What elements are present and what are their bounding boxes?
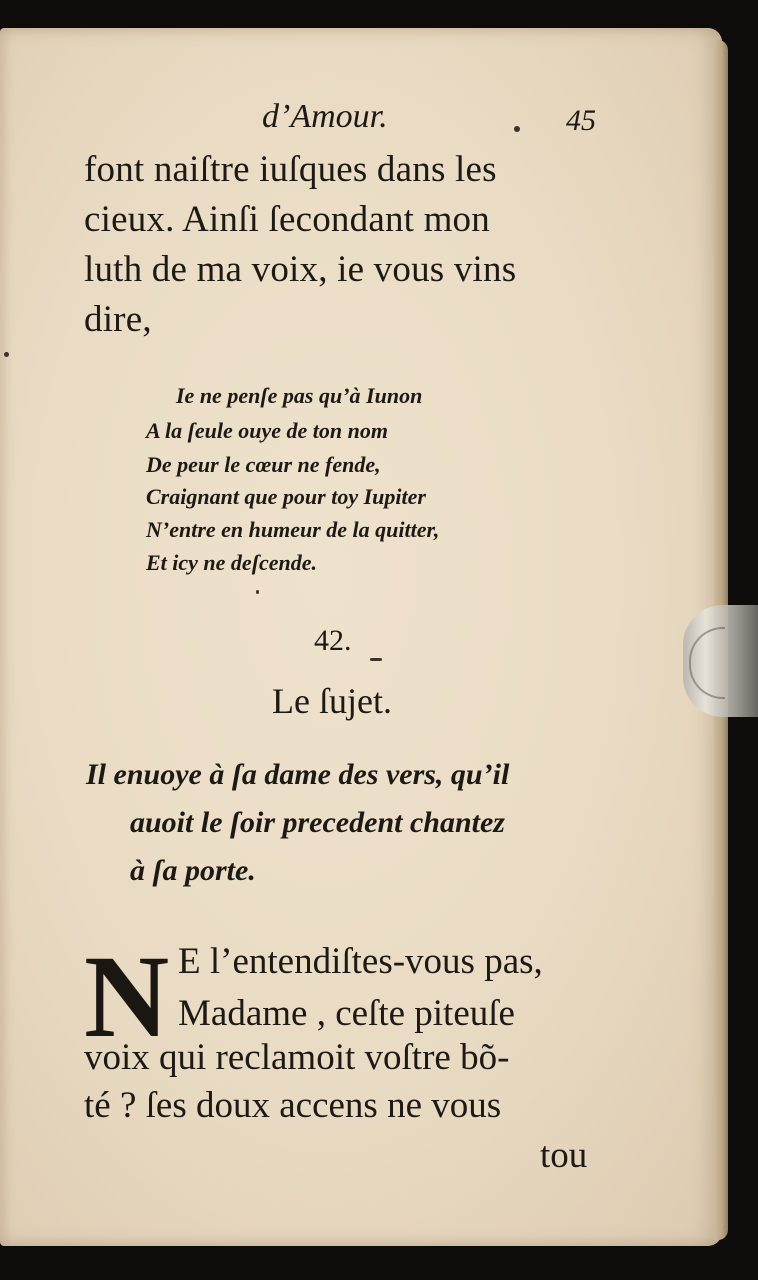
- verse-line: Craignant que pour toy Iupiter: [146, 484, 426, 509]
- ink-speck: [514, 126, 520, 132]
- body-line: té ? ſes doux accens ne vous: [84, 1085, 502, 1126]
- section-number: 42.: [314, 624, 352, 657]
- prose-line: dire,: [84, 299, 152, 340]
- running-title: d’Amour.: [262, 98, 388, 135]
- prose-line: luth de ma voix, ie vous vins: [84, 249, 517, 290]
- body-line: voix qui reclamoit voſtre bõ-: [84, 1037, 510, 1078]
- ink-speck: [370, 658, 382, 661]
- verse-line: A la ſeule ouye de ton nom: [146, 418, 388, 443]
- argument-line: à ſa porte.: [130, 854, 256, 887]
- argument-line: auoit le ſoir precedent chantez: [130, 806, 505, 839]
- section-title: Le ſujet.: [272, 681, 392, 721]
- prose-line: font naiſtre iuſques dans les: [84, 149, 497, 190]
- page-clip: [683, 605, 758, 717]
- argument-line: Il enuoye à ſa dame des vers, qu’il: [86, 758, 510, 791]
- verse-line: Et icy ne deſcende.: [146, 550, 318, 575]
- prose-line: cieux. Ainſi ſecondant mon: [84, 199, 490, 240]
- ink-speck: [4, 352, 9, 357]
- ink-speck: [256, 590, 259, 594]
- body-line: E l’entendiſtes-vous pas,: [178, 941, 543, 982]
- verse-line: N’entre en humeur de la quitter,: [146, 517, 440, 542]
- drop-cap: N: [84, 931, 170, 1062]
- verse-line: De peur le cœur ne fende,: [146, 452, 381, 477]
- body-line: Madame , ceſte piteuſe: [178, 993, 515, 1034]
- verse-line: Ie ne penſe pas qu’à Iunon: [176, 383, 423, 408]
- catchword: tou: [540, 1135, 588, 1176]
- page-number: 45: [566, 104, 596, 137]
